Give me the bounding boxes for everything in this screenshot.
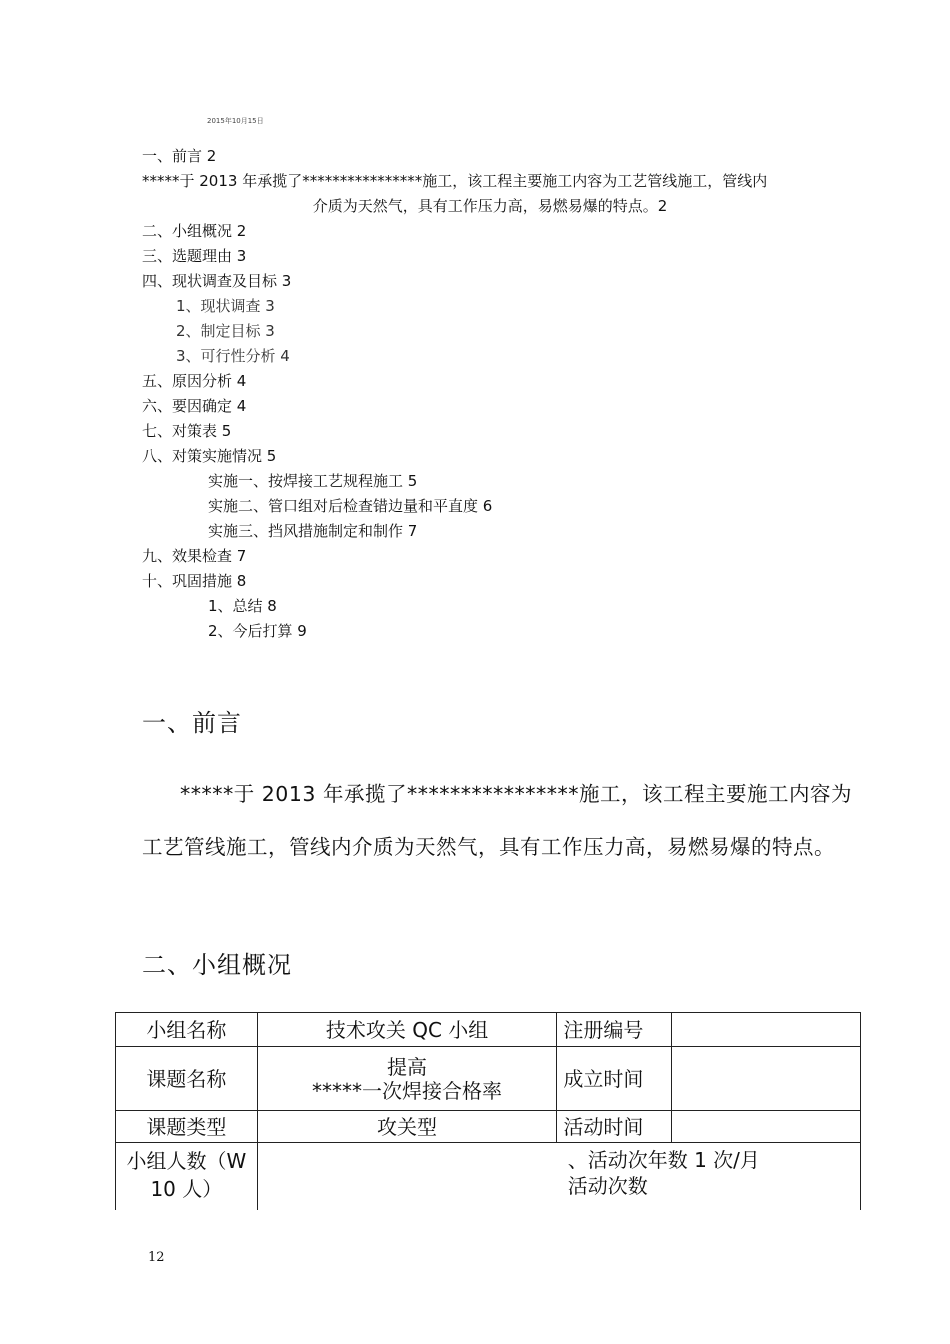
toc-entry: 2、制定目标 3 bbox=[176, 322, 275, 340]
toc-entry: *****于 2013 年承揽了****************施工，该工程主要施工内容为工艺管线施工，管线内 bbox=[142, 172, 768, 190]
toc-entry: 四、现状调查及目标 3 bbox=[142, 272, 292, 290]
toc-entry: 介质为天然气，具有工作压力高，易燃易爆的特点。2 bbox=[312, 197, 668, 215]
page-cut-mask bbox=[110, 1210, 870, 1224]
table-cell: 课题类型 bbox=[116, 1111, 258, 1143]
toc-entry: 1、总结 8 bbox=[208, 597, 277, 615]
preface-text: *****于 2013 年承揽了****************施工，该工程主要施工内容为工艺管线施工，管线内介质为天然气，具有工作压力高，易燃易爆的特点。 bbox=[142, 782, 852, 859]
table-row bbox=[116, 1111, 861, 1143]
table-cell-line: 10 人） bbox=[150, 1177, 223, 1201]
toc-entry: 实施三、挡风措施制定和制作 7 bbox=[208, 522, 418, 540]
toc-entry: 实施一、按焊接工艺规程施工 5 bbox=[208, 472, 418, 490]
table-cell-line: 活动次数 bbox=[567, 1174, 648, 1198]
table-row bbox=[116, 1013, 861, 1047]
toc-entry: 九、效果检查 7 bbox=[142, 547, 247, 565]
preface-paragraph bbox=[142, 768, 862, 874]
team-info-table bbox=[115, 1012, 861, 1223]
toc-entry: 三、选题理由 3 bbox=[142, 247, 247, 265]
toc-entry: 十、巩固措施 8 bbox=[142, 572, 247, 590]
toc-entry: 二、小组概况 2 bbox=[142, 222, 247, 240]
table-cell-line: 提高 bbox=[387, 1054, 428, 1079]
table-cell bbox=[672, 1111, 861, 1143]
table-cell: 活动时间 bbox=[557, 1111, 672, 1143]
table-cell bbox=[672, 1047, 861, 1111]
section-heading-preface: 一、前言 bbox=[142, 709, 242, 737]
table-cell-line: 、活动次年数 1 次/月 bbox=[567, 1148, 760, 1172]
toc-entry: 五、原因分析 4 bbox=[142, 372, 247, 390]
toc-entry: 1、现状调查 3 bbox=[176, 297, 275, 315]
table-cell: 注册编号 bbox=[557, 1013, 672, 1047]
table-cell: 小组名称 bbox=[116, 1013, 258, 1047]
table-row bbox=[116, 1047, 861, 1111]
table-cell-line: 小组人数（W bbox=[126, 1149, 247, 1173]
document-date: 2015年10月15日 bbox=[207, 117, 264, 125]
toc-entry: 六、要因确定 4 bbox=[142, 397, 247, 415]
table-cell-line: *****一次焊接合格率 bbox=[312, 1078, 503, 1103]
toc-entry: 八、对策实施情况 5 bbox=[142, 447, 277, 465]
page-number: 12 bbox=[148, 1250, 165, 1265]
table-cell: 成立时间 bbox=[557, 1047, 672, 1111]
table-cell: 攻关型 bbox=[257, 1111, 557, 1143]
toc-entry: 实施二、管口组对后检查错边量和平直度 6 bbox=[208, 497, 493, 515]
table-cell: 技术攻关 QC 小组 bbox=[257, 1013, 557, 1047]
toc-entry: 七、对策表 5 bbox=[142, 422, 232, 440]
toc-entry: 一、前言 2 bbox=[142, 147, 217, 165]
toc-entry: 3、可行性分析 4 bbox=[176, 347, 290, 365]
section-heading-team-overview: 二、小组概况 bbox=[142, 951, 292, 979]
table-cell bbox=[672, 1013, 861, 1047]
table-cell bbox=[257, 1047, 557, 1111]
table-cell: 课题名称 bbox=[116, 1047, 258, 1111]
toc-entry: 2、今后打算 9 bbox=[208, 622, 307, 640]
